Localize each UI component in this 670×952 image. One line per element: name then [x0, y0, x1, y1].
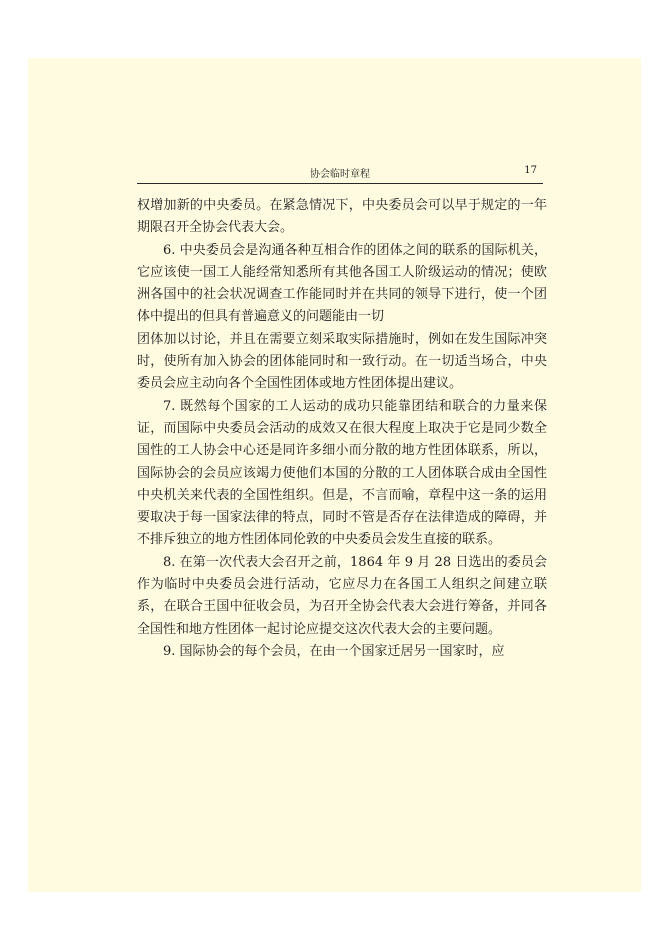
page-number: 17: [524, 165, 537, 176]
paragraph: 7. 既然每个国家的工人运动的成功只能靠团结和联合的力量来保证，而国际中央委员会活动的成效又在很大程度上取决于它是同少数全国性的工人协会中心还是同许多细小而分散的地方性团体联系，所以，国际协会的会员应该竭力使他们本国的分散的工人团体联合成由全国性中央机关来代表的全国性组织。但是，不言而喻，章程中这一条的运用要取决于每一国家法律的特点，同时不管是否存在法律造成的障碍，并不排斥独立的地方性团体同伦敦的中央委员会发生直接的联系。: [137, 398, 547, 548]
body-text: [137, 195, 547, 663]
running-header: [137, 162, 543, 184]
paragraph: 9. 国际协会的每个会员，在由一个国家迁居另一国家时，应: [163, 643, 505, 659]
paragraph: 团体加以讨论，并且在需要立刻采取实际措施时，例如在发生国际冲突时，使所有加入协会的团体能同时和一致行动。在一切适当场合，中央委员会应主动向各个全国性团体或地方性团体提出建议。: [137, 331, 547, 392]
paragraph: 6. 中央委员会是沟通各种互相合作的团体之间的联系的国际机关，它应该使一国工人能经常知悉所有其他各国工人阶级运动的情况；使欧洲各国中的社会状况调查工作能同时并在共同的领导下进行，使一个团体中提出的但具有普遍意义的问题能由一切: [137, 242, 547, 325]
paragraph: 8. 在第一次代表大会召开之前，1864 年 9 月 28 日选出的委员会作为临时中央委员会进行活动，它应尽力在各国工人组织之间建立联系，在联合王国中征收会员，为召开全协会代表大会进行筹备，并同各全国性和地方性团体一起讨论应提交这次代表大会的主要问题。: [137, 554, 547, 637]
running-title: 协会临时章程: [310, 169, 370, 180]
paragraph: 权增加新的中央委员。在紧急情况下，中央委员会可以早于规定的一年期限召开全协会代表大会。: [137, 198, 547, 236]
